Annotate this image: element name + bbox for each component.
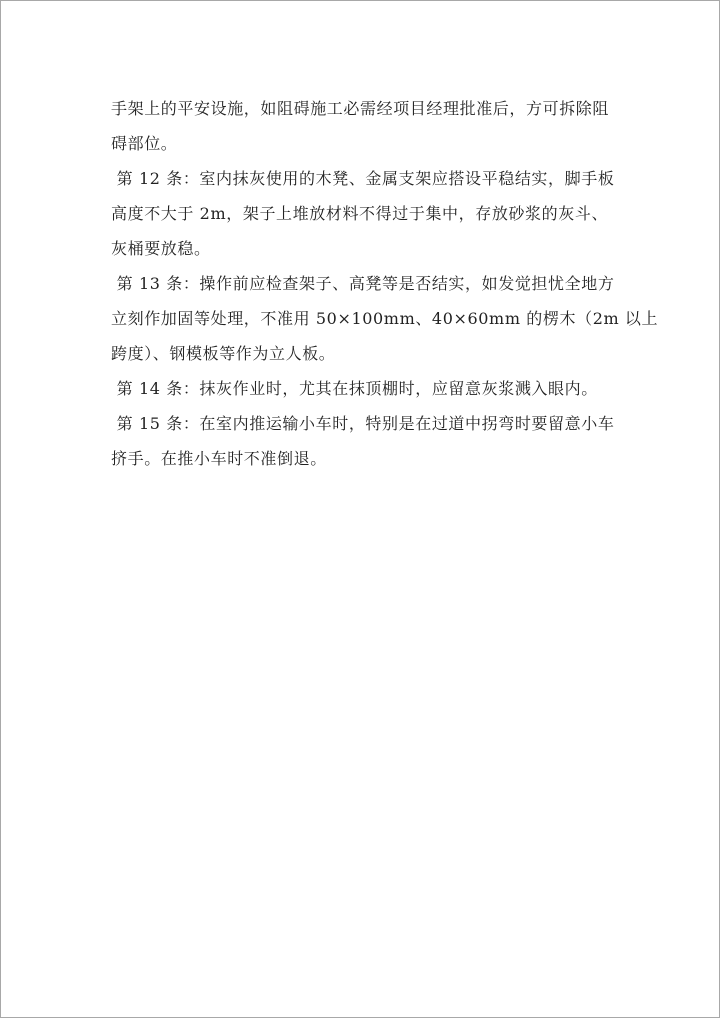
- document-body: [111, 91, 659, 476]
- paragraph-continuation: [111, 91, 616, 161]
- paragraph-article-14: [111, 371, 616, 406]
- text-line: 高度不大于 2m，架子上堆放材料不得过于集中，存放砂浆的灰斗、: [111, 204, 609, 223]
- text-line: 第 15 条：在室内推运输小车时，特别是在过道中拐弯时要留意小车: [111, 414, 615, 433]
- text-line: 挤手。在推小车时不准倒退。: [111, 449, 327, 468]
- paragraph-article-12: [111, 161, 616, 266]
- text-line: 第 12 条：室内抹灰使用的木凳、金属支架应搭设平稳结实，脚手板: [111, 169, 615, 188]
- text-line: 碍部位。: [111, 134, 178, 153]
- text-line: 手架上的平安设施，如阻碍施工必需经项目经理批准后，方可拆除阻: [111, 99, 610, 118]
- paragraph-article-15: [111, 406, 616, 476]
- paragraph-article-13: [111, 266, 659, 371]
- text-line: 第 14 条：抹灰作业时，尤其在抹顶棚时，应留意灰浆溅入眼内。: [111, 379, 598, 398]
- text-line: 跨度）、钢模板等作为立人板。: [111, 344, 336, 363]
- text-line: 第 13 条：操作前应检查架子、高凳等是否结实，如发觉担忧全地方: [111, 274, 615, 293]
- text-line: 立刻作加固等处理，不准用 50×100mm、40×60mm 的楞木（2m 以上: [111, 309, 659, 328]
- text-line: 灰桶要放稳。: [111, 239, 211, 258]
